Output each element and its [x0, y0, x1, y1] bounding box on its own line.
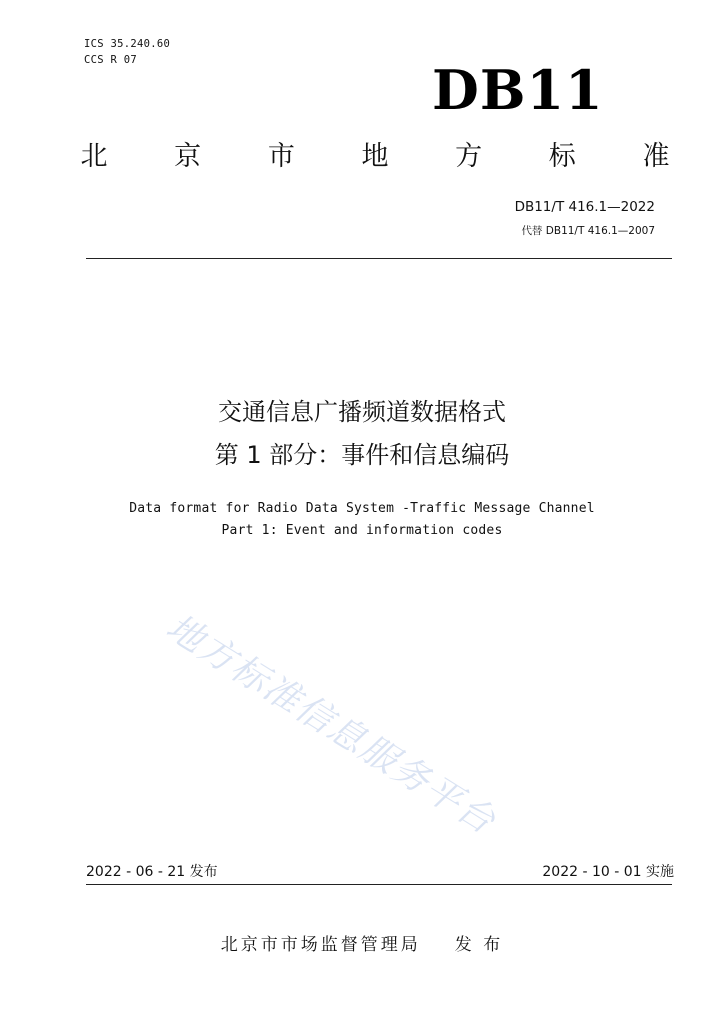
ics-code: ICS 35.240.60	[84, 38, 171, 50]
standard-type-char: 地	[361, 141, 389, 172]
replaces-note: 代替 DB11/T 416.1—2007	[521, 225, 655, 237]
standard-type-heading	[80, 138, 670, 176]
title-english-line2: Part 1: Event and information codes	[221, 523, 503, 538]
standard-number: DB11/T 416.1—2022	[514, 199, 655, 215]
footer-divider	[86, 884, 672, 885]
title-english-line1: Data format for Radio Data System -Traffic Message Channel	[129, 501, 595, 516]
standard-type-char: 北	[80, 141, 108, 172]
ccs-code: CCS R 07	[84, 54, 137, 66]
issue-date: 2022 - 06 - 21 发布	[86, 864, 218, 880]
issue-word: 发 布	[454, 935, 504, 955]
title-chinese-line1: 交通信息广播频道数据格式	[218, 398, 506, 426]
standard-type-char: 京	[174, 141, 202, 172]
issuer-line	[0, 932, 724, 958]
classification-codes	[84, 36, 170, 68]
title-chinese-line2: 第 1 部分：事件和信息编码	[214, 441, 510, 469]
header-divider	[86, 258, 672, 259]
standard-type-char: 市	[267, 141, 295, 172]
implementation-date: 2022 - 10 - 01 实施	[542, 864, 674, 880]
watermark: 地方标准信息服务平台	[159, 606, 504, 843]
standard-type-char: 标	[548, 141, 576, 172]
standard-type-char: 准	[642, 141, 670, 172]
db-standard-mark: DB11	[432, 58, 604, 122]
standard-type-char: 方	[455, 141, 483, 172]
issuer-name: 北京市市场监督管理局	[220, 935, 421, 955]
